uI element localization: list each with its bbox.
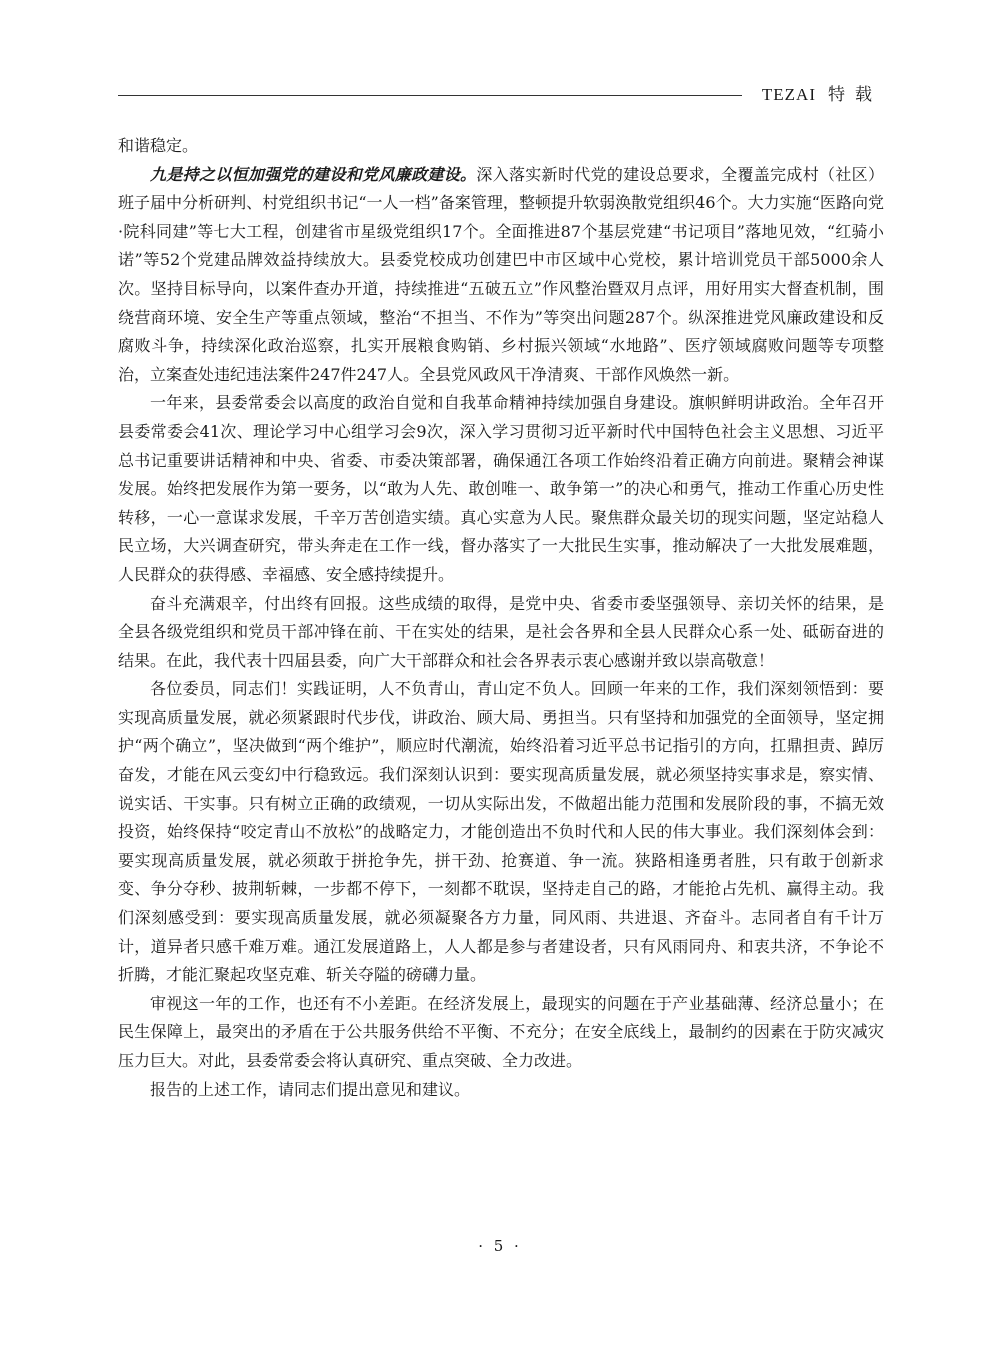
paragraph <box>118 990 884 1076</box>
paragraph-text: 各位委员，同志们！实践证明，人不负青山，青山定不负人。回顾一年来的工作，我们深刻领悟到：要实现高质量发展，就必须紧跟时代步伐，讲政治、顾大局、勇担当。只有坚持和加强党的全面领导，坚定拥护“两个确立”，坚决做到“两个维护”，顺应时代潮流，始终沿着习近平总书记指引的方向，扛鼎担责、踔厉奋发，才能在风云变幻中行稳致远。我们深刻认识到：要实现高质量发展，就必须坚持实事求是，察实情、说实话、干实事。只有树立正确的政绩观，一切从实际出发，不做超出能力范围和发展阶段的事，不搞无效投资，始终保持“咬定青山不放松”的战略定力，才能创造出不负时代和人民的伟大事业。我们深刻体会到：要实现高质量发展，就必须敢于拼抢争先，拼干劲、抢赛道、争一流。狭路相逢勇者胜，只有敢于创新求变、争分夺秒、披荆斩棘，一步都不停下，一刻都不耽误，坚持走自己的路，才能抢占先机、赢得主动。我们深刻感受到：要实现高质量发展，就必须凝聚各方力量，同风雨、共进退、齐奋斗。志同者自有千计万计，道异者只感千难万难。通江发展道路上，人人都是参与者建设者，只有风雨同舟、和衷共济，不争论不折腾，才能汇聚起攻坚克难、斩关夺隘的磅礴力量。 <box>118 679 884 985</box>
section-label-cn: 特载 <box>828 85 882 105</box>
page-number: · 5 · <box>478 1237 522 1255</box>
header-rule <box>118 95 742 96</box>
section-label-en: TEZAI <box>761 85 816 104</box>
paragraph-text: 报告的上述工作，请同志们提出意见和建议。 <box>150 1079 471 1099</box>
paragraph-text: 深入落实新时代党的建设总要求，全覆盖完成村（社区）班子届中分析研判、村党组织书记“一人一档”备案管理，整顿提升软弱涣散党组织46个。大力实施“医路向党·院科同建”等七大工程，创建省市星级党组织17个。全面推进87个基层党建“书记项目”落地见效，“红骑小诺”等52个党建品牌效益持续放大。县委党校成功创建巴中市区域中心党校，累计培训党员干部5000余人次。坚持目标导向，以案件查办开道，持续推进“五破五立”作风整治暨双月点评，用好用实大督查机制，围绕营商环境、安全生产等重点领域，整治“不担当、不作为”等突出问题287个。纵深推进党风廉政建设和反腐败斗争，持续深化政治巡察，扎实开展粮食购销、乡村振兴领域“水地路”、医疗领域腐败问题等专项整治，立案查处违纪违法案件247件247人。全县党风政风干净清爽、干部作风焕然一新。 <box>118 164 884 384</box>
paragraph-text: 和谐稳定。 <box>118 136 199 155</box>
running-header <box>118 80 882 108</box>
paragraph <box>118 389 884 589</box>
paragraph-text: 审视这一年的工作，也还有不小差距。在经济发展上，最现实的问题在于产业基础薄、经济总量小；在民生保障上，最突出的矛盾在于公共服务供给不平衡、不充分；在安全底线上，最制约的因素在于防灾减灾压力巨大。对此，县委常委会将认真研究、重点突破、全力改进。 <box>118 993 884 1070</box>
paragraph-lead: 九是持之以恒加强党的建设和党风廉政建设。 <box>150 164 477 184</box>
paragraph <box>118 590 884 676</box>
section-label <box>762 80 882 105</box>
body-text <box>118 132 884 1104</box>
paragraph <box>118 132 884 161</box>
paragraph-text: 奋斗充满艰辛，付出终有回报。这些成绩的取得，是党中央、省委市委坚强领导、亲切关怀的结果，是全县各级党组织和党员干部冲锋在前、干在实处的结果，是社会各界和全县人民群众心系一处、砥砺奋进的结果。在此，我代表十四届县委，向广大干部群众和社会各界表示衷心感谢并致以崇高敬意！ <box>118 593 884 670</box>
paragraph <box>118 1076 884 1105</box>
paragraph <box>118 161 884 390</box>
paragraph-text: 一年来，县委常委会以高度的政治自觉和自我革命精神持续加强自身建设。旗帜鲜明讲政治。全年召开县委常委会41次、理论学习中心组学习会9次，深入学习贯彻习近平新时代中国特色社会主义思想、习近平总书记重要讲话精神和中央、省委、市委决策部署，确保通江各项工作始终沿着正确方向前进。聚精会神谋发展。始终把发展作为第一要务，以“敢为人先、敢创唯一、敢争第一”的决心和勇气，推动工作重心历史性转移，一心一意谋求发展，千辛万苦创造实绩。真心实意为人民。聚焦群众最关切的现实问题，坚定站稳人民立场，大兴调查研究，带头奔走在工作一线，督办落实了一大批民生实事，推动解决了一大批发展难题，人民群众的获得感、幸福感、安全感持续提升。 <box>118 393 884 584</box>
paragraph <box>118 675 884 990</box>
